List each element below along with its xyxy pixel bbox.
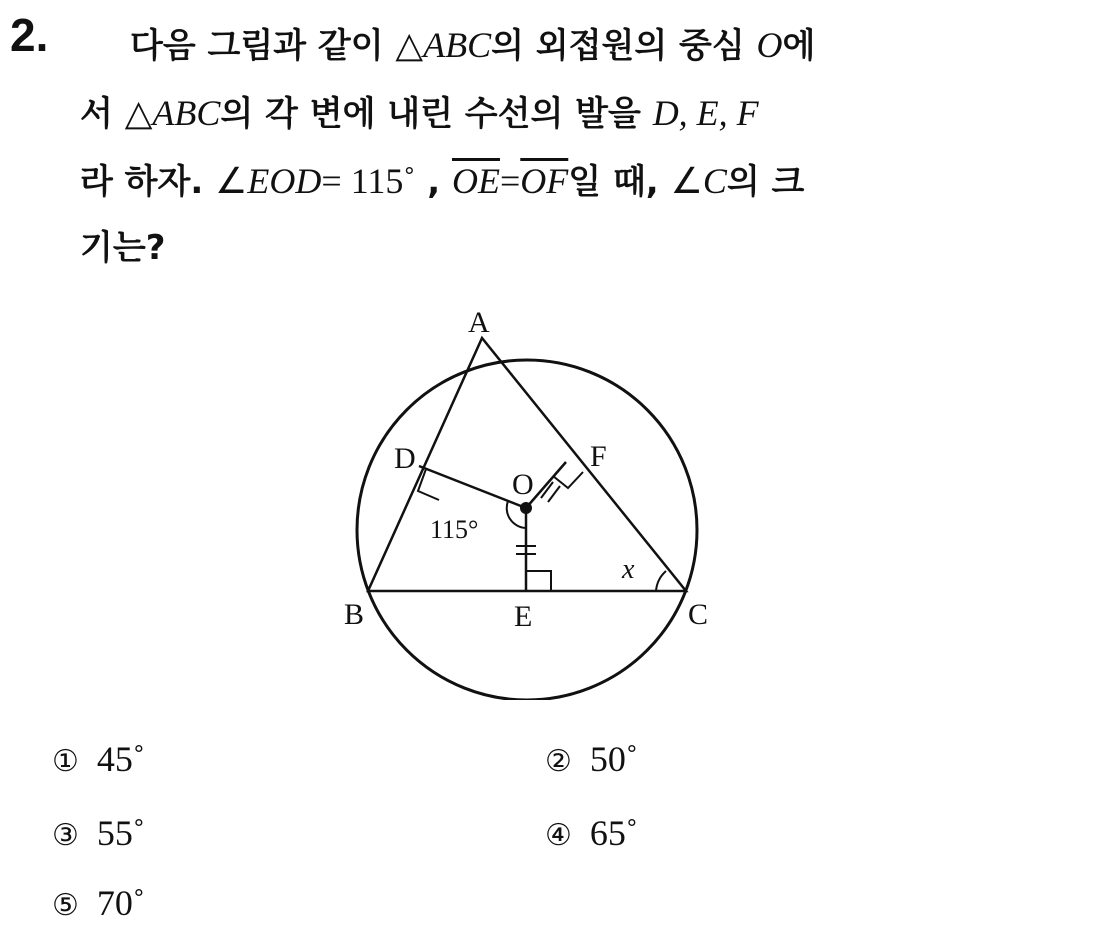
question-line-2: 서 △ABC의 각 변에 내린 수선의 발을 D, E, F — [80, 93, 759, 134]
center-point-o — [520, 502, 532, 514]
right-angle-mark-e — [526, 571, 551, 591]
angle-label-115: 115° — [430, 515, 479, 544]
segment-od — [419, 466, 526, 508]
right-angle-mark-f — [553, 472, 583, 488]
question-line-4: 기는? — [80, 228, 166, 268]
question-number: 2. — [10, 9, 49, 61]
choice-2[interactable]: ② 50˚ — [545, 739, 638, 779]
tick-mark-of-2 — [548, 486, 560, 502]
question-line-1: 다음 그림과 같이 △ABC의 외접원의 중심 O에 — [130, 25, 816, 66]
choice-3[interactable]: ③ 55˚ — [52, 813, 145, 853]
label-e: E — [514, 600, 533, 633]
choice-5[interactable]: ⑤ 70˚ — [52, 883, 145, 923]
choice-4[interactable]: ④ 65˚ — [545, 813, 638, 853]
label-c: C — [688, 598, 709, 631]
label-f: F — [590, 440, 607, 473]
angle-arc-c — [656, 571, 666, 591]
choice-1[interactable]: ① 45˚ — [52, 739, 145, 779]
label-b: B — [344, 598, 365, 631]
question-line-3: 라 하자. ∠EOD= 115˚ , $\overline{OE}=\overline{OF}$일 때, ∠C의 크 — [80, 161, 805, 202]
label-o: O — [512, 468, 534, 501]
label-a: A — [468, 306, 490, 339]
label-d: D — [394, 442, 416, 475]
triangle-circumcircle-figure — [330, 300, 750, 700]
angle-label-x: x — [622, 554, 635, 585]
